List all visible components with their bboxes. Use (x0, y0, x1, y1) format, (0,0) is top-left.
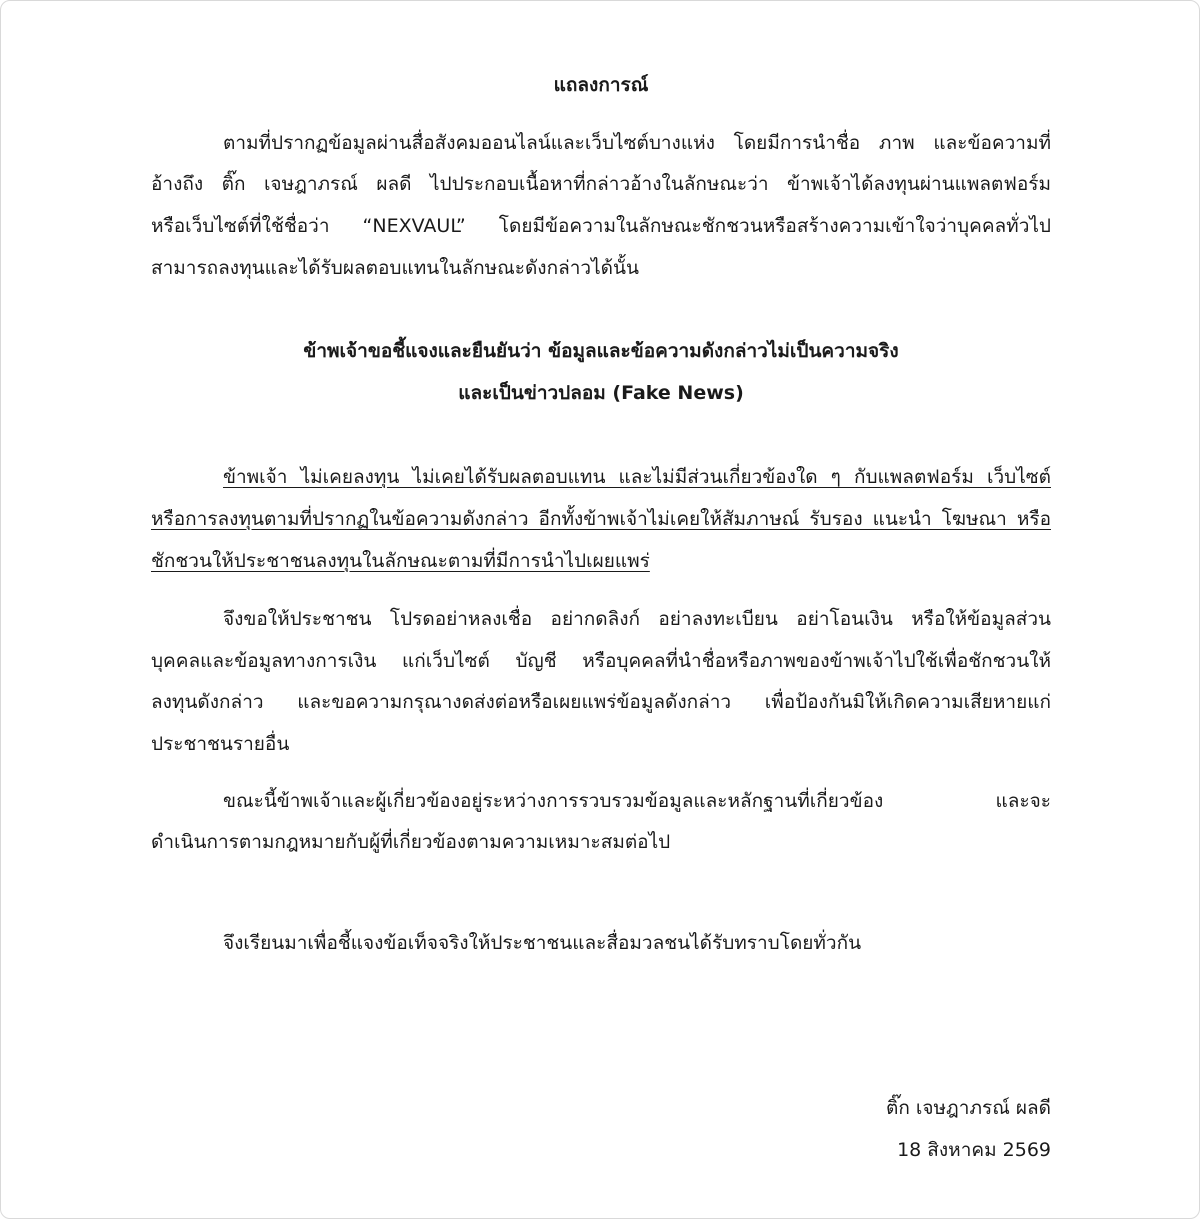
statement-line: และเป็นข่าวปลอม (Fake News) (458, 382, 744, 404)
paragraph1-line: สามารถลงทุนและได้รับผลตอบแทนในลักษณะดังกล่าวได้นั้น (151, 257, 639, 279)
statement-line: ข้าพเจ้าขอชี้แจงและยืนยันว่า ข้อมูลและข้อความดังกล่าวไม่เป็นความจริง (303, 340, 899, 362)
paragraph2-line-wrapper (151, 548, 1051, 574)
paragraph3-line: ลงทุนดังกล่าว และขอความกรุณางดส่งต่อหรือเผยแพร่ข้อมูลดังกล่าว เพื่อป้องกันมิให้เกิดความเสียหายแก่ (151, 691, 1051, 713)
paragraph1-line: อ้างถึง ติ๊ก เจษฎาภรณ์ ผลดี ไปประกอบเนื้อหาที่กล่าวอ้างในลักษณะว่า ข้าพเจ้าได้ลงทุนผ่านแพลตฟอร์ม (151, 173, 1051, 195)
paragraph3-line: บุคคลและข้อมูลทางการเงิน แก่เว็บไซต์ บัญชี หรือบุคคลที่นำชื่อหรือภาพของข้าพเจ้าไปใช้เพื่อชักชวนให้ (151, 650, 1051, 672)
paragraph2-line: ชักชวนให้ประชาชนลงทุนในลักษณะตามที่มีการนำไปเผยแพร่ (151, 550, 650, 572)
document-title: แถลงการณ์ (553, 74, 649, 96)
closing-sentence: จึงเรียนมาเพื่อชี้แจงข้อเท็จจริงให้ประชาชนและสื่อมวลชนได้รับทราบโดยทั่วกัน (223, 932, 862, 954)
paragraph4-line: ดำเนินการตามกฎหมายกับผู้ที่เกี่ยวข้องตามความเหมาะสมต่อไป (151, 831, 671, 853)
paragraph2-line: หรือการลงทุนตามที่ปรากฏในข้อความดังกล่าว อีกทั้งข้าพเจ้าไม่เคยให้สัมภาษณ์ รับรอง แนะนำ โฆษณา หรือ (151, 508, 1051, 530)
signature-name: ติ๊ก เจษฎาภรณ์ ผลดี (886, 1097, 1051, 1119)
paragraph4-line: ขณะนี้ข้าพเจ้าและผู้เกี่ยวข้องอยู่ระหว่างการรวบรวมข้อมูลและหลักฐานที่เกี่ยวข้อง และจะ (223, 790, 1051, 812)
paragraph1-line: หรือเว็บไซต์ที่ใช้ชื่อว่า “NEXVAUL” โดยมีข้อความในลักษณะชักชวนหรือสร้างความเข้าใจว่าบุคคลทั่วไป (151, 215, 1051, 237)
paragraph2-line: ข้าพเจ้า ไม่เคยลงทุน ไม่เคยได้รับผลตอบแทน และไม่มีส่วนเกี่ยวข้องใด ๆ กับแพลตฟอร์ม เว็บไซต์ (223, 466, 1051, 488)
paragraph3-line: จึงขอให้ประชาชน โปรดอย่าหลงเชื่อ อย่ากดลิงก์ อย่าลงทะเบียน อย่าโอนเงิน หรือให้ข้อมูลส่วน (223, 608, 1051, 630)
paragraph3-line: ประชาชนรายอื่น (151, 733, 290, 755)
paragraph1-line: ตามที่ปรากฏข้อมูลผ่านสื่อสังคมออนไลน์และเว็บไซต์บางแห่ง โดยมีการนำชื่อ ภาพ และข้อความที่ (223, 132, 1051, 154)
signature-date: 18 สิงหาคม 2569 (897, 1139, 1051, 1161)
